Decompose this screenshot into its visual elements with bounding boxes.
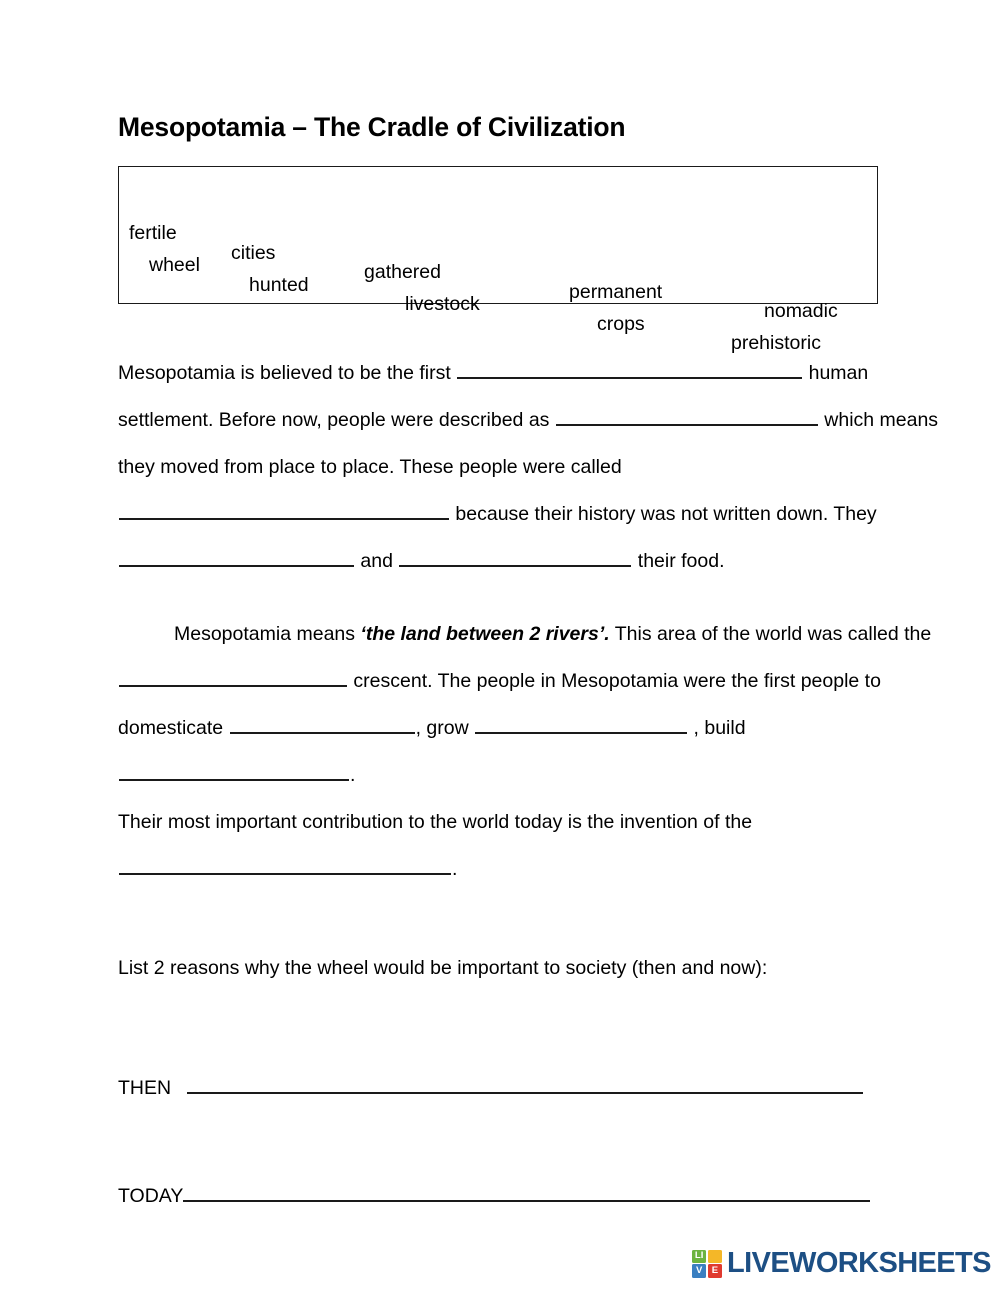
- p2-text-1: Mesopotamia means: [174, 622, 361, 645]
- answer-label-then: THEN: [118, 1076, 172, 1099]
- p1-text-4: because their history was not written down. They: [450, 502, 877, 525]
- logo-tile-e: E: [708, 1264, 722, 1277]
- logo-tile-li: LI: [692, 1250, 706, 1263]
- p1-text-6: their food.: [632, 549, 725, 572]
- blank-6[interactable]: [119, 664, 347, 686]
- logo-tile-v: V: [692, 1264, 706, 1277]
- p1-text-2: human settlement. Before now, people were described as: [118, 361, 869, 431]
- word-bank-word-livestock: livestock: [405, 293, 480, 316]
- p2-text-5: , build: [688, 716, 746, 739]
- answer-row-today: [118, 1181, 948, 1211]
- blank-2[interactable]: [556, 403, 818, 425]
- word-bank-word-hunted: hunted: [249, 273, 309, 296]
- liveworksheets-logo[interactable]: [692, 1249, 991, 1278]
- word-bank-word-cities: cities: [231, 241, 276, 264]
- blank-4[interactable]: [119, 544, 354, 566]
- blank-3[interactable]: [119, 497, 449, 519]
- word-bank-word-prehistoric: prehistoric: [731, 332, 821, 355]
- word-bank-row-2: [119, 237, 877, 374]
- spacer-3: [118, 983, 948, 1029]
- p2-italic-phrase: ‘the land between 2 rivers’.: [360, 622, 610, 645]
- p3-text-2: .: [452, 857, 458, 880]
- blank-5[interactable]: [399, 544, 631, 566]
- p1-text-1: Mesopotamia is believed to be the first: [118, 361, 457, 384]
- answer-blank-today[interactable]: [183, 1181, 870, 1202]
- blank-8[interactable]: [475, 711, 687, 733]
- spacer-2: [118, 893, 948, 953]
- page-title: Mesopotamia – The Cradle of Civilization: [118, 112, 626, 142]
- answer-label-today: TODAY: [118, 1184, 184, 1207]
- word-bank-word-wheel: wheel: [149, 254, 200, 277]
- p2-text-2: This area of the world was called the: [609, 622, 932, 645]
- word-bank-word-crops: crops: [597, 312, 645, 335]
- word-bank-word-gathered: gathered: [364, 261, 441, 284]
- blank-10[interactable]: [119, 852, 451, 874]
- spacer-1: [118, 585, 948, 611]
- answer-blank-then[interactable]: [187, 1073, 863, 1094]
- answer-row-then: [118, 1073, 948, 1103]
- p3-text-1: Their most important contribution to the world today is the invention of the: [118, 810, 753, 833]
- p1-text-5: and: [355, 549, 399, 572]
- liveworksheets-logo-mark: [692, 1250, 722, 1278]
- word-bank-word-permanent: permanent: [569, 280, 663, 303]
- p2-text-3: crescent. The people in Mesopotamia were the first people to domesticate: [118, 669, 881, 739]
- word-bank-word-fertile: fertile: [129, 222, 177, 245]
- paragraph-two: [118, 611, 948, 799]
- paragraph-one: [118, 350, 948, 585]
- word-bank-word-nomadic: nomadic: [764, 300, 838, 323]
- p2-text-6: .: [350, 763, 356, 786]
- p2-text-4: , grow: [415, 716, 475, 739]
- word-bank-box: [118, 166, 878, 355]
- paragraph-three: [118, 799, 948, 893]
- worksheet-content: [118, 112, 948, 1211]
- blank-7[interactable]: [230, 711, 415, 733]
- question-prompt: List 2 reasons why the wheel would be important to society (then and now):: [118, 956, 768, 979]
- p1-text-3: which means they moved from place to place. These people were called: [118, 408, 939, 478]
- logo-tile-i: [708, 1250, 722, 1263]
- liveworksheets-logo-text: LIVEWORKSHEETS: [727, 1247, 991, 1279]
- blank-9[interactable]: [119, 758, 349, 780]
